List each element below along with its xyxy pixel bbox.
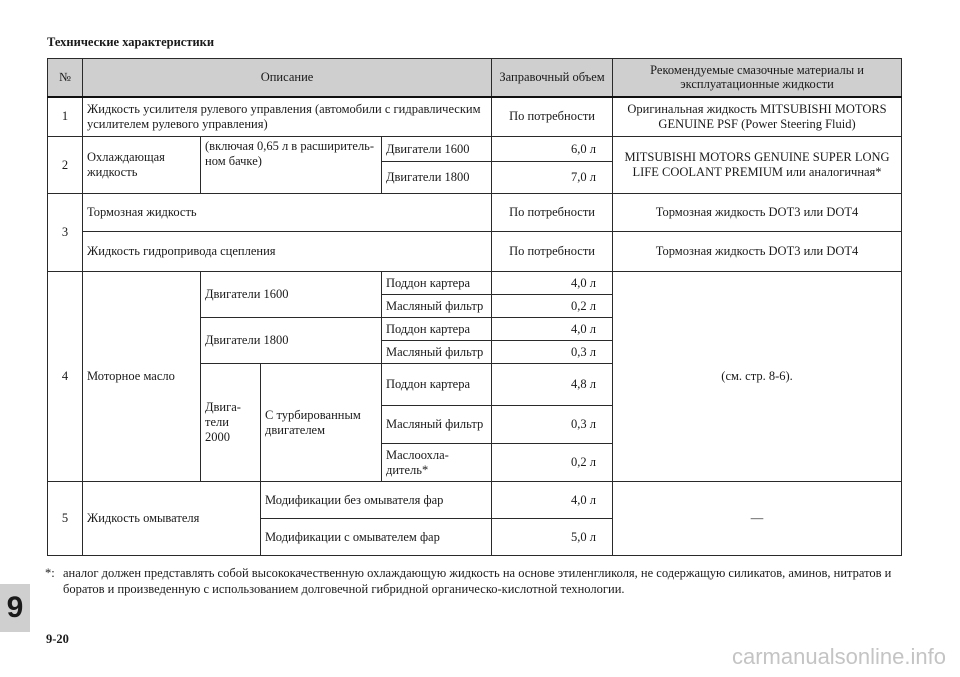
header-lubricants: Рекомендуемые смазочные материалы и эксплуатационные жидкости: [613, 59, 902, 97]
coolant-note: (включая 0,65 л в расширитель-ном бачке): [201, 137, 382, 194]
specifications-table: [47, 58, 902, 556]
row-lubricant: Тормозная жидкость DOT3 или DOT4: [613, 194, 902, 232]
row-description: Жидкость омывателя: [83, 482, 261, 556]
row-lubricant: MITSUBISHI MOTORS GENUINE SUPER LONG LIFE COOLANT PREMIUM или аналогичная*: [613, 137, 902, 194]
table-header-row: [48, 59, 902, 97]
capacity-value: 5,0 л: [492, 519, 613, 556]
footnote-mark: *:: [45, 566, 55, 580]
oil-component: Масляный фильтр: [382, 341, 492, 364]
row-number: 2: [48, 137, 83, 194]
table-row: [48, 137, 902, 162]
header-description: Описание: [83, 59, 492, 97]
capacity-value: 6,0 л: [492, 137, 613, 162]
row-number: 3: [48, 194, 83, 272]
row-lubricant: —: [613, 482, 902, 556]
row-description: Тормозная жидкость: [83, 194, 492, 232]
capacity-value: 0,2 л: [492, 444, 613, 482]
row-description: Охлаждающая жидкость: [83, 137, 201, 194]
capacity-value: 4,8 л: [492, 364, 613, 406]
capacity-value: 7,0 л: [492, 162, 613, 194]
table-row: [48, 194, 902, 232]
washer-modification: Модификации без омывателя фар: [261, 482, 492, 519]
row-description: Жидкость усилителя рулевого управления (автомобили с гидравлическим усилителем рулевого управления): [83, 97, 492, 137]
row-capacity: По потребности: [492, 97, 613, 137]
page-number: 9-20: [46, 632, 69, 646]
oil-component: Поддон картера: [382, 318, 492, 341]
table-row: [48, 232, 902, 272]
engine-label: Двигатели 1600: [382, 137, 492, 162]
footnote-text: аналог должен представлять собой высококачественную охлаждающую жидкость на основе этиленгликоля, не содержащую силикатов, аминов, нитратов и боратов и произведенную с использованием долговечной гибридной органическо-кислотной технологии.: [63, 566, 892, 597]
oil-component: Масляный фильтр: [382, 406, 492, 444]
oil-component: Поддон картера: [382, 364, 492, 406]
row-capacity: По потребности: [492, 194, 613, 232]
header-num: №: [48, 59, 83, 97]
engine-label: Двигатели 1800: [382, 162, 492, 194]
footnote: [45, 565, 905, 598]
engine-label: Двига-тели 2000: [201, 364, 261, 482]
chapter-tab: 9: [0, 584, 30, 632]
row-lubricant: Тормозная жидкость DOT3 или DOT4: [613, 232, 902, 272]
table-row: [48, 482, 902, 519]
row-number: 4: [48, 272, 83, 482]
row-capacity: По потребности: [492, 232, 613, 272]
table-row: [48, 97, 902, 137]
watermark: carmanualsonline.info: [731, 644, 946, 669]
capacity-value: 0,3 л: [492, 341, 613, 364]
row-number: 1: [48, 97, 83, 137]
capacity-value: 0,3 л: [492, 406, 613, 444]
oil-component: Маслоохла-дитель*: [382, 444, 492, 482]
row-description: Жидкость гидропривода сцепления: [83, 232, 492, 272]
washer-modification: Модификации с омывателем фар: [261, 519, 492, 556]
engine-label: Двигатели 1800: [201, 318, 382, 364]
capacity-value: 4,0 л: [492, 482, 613, 519]
table-row: [48, 272, 902, 295]
engine-label: Двигатели 1600: [201, 272, 382, 318]
header-capacity: Заправочный объем: [492, 59, 613, 97]
row-lubricant: (см. стр. 8-6).: [613, 272, 902, 482]
row-number: 5: [48, 482, 83, 556]
row-lubricant: Оригинальная жидкость MITSUBISHI MOTORS GENUINE PSF (Power Steering Fluid): [613, 97, 902, 137]
row-description: Моторное масло: [83, 272, 201, 482]
capacity-value: 0,2 л: [492, 295, 613, 318]
oil-component: Масляный фильтр: [382, 295, 492, 318]
turbo-engine-label: С турбированным двигателем: [261, 364, 382, 482]
capacity-value: 4,0 л: [492, 318, 613, 341]
oil-component: Поддон картера: [382, 272, 492, 295]
section-title: Технические характеристики: [47, 35, 215, 49]
capacity-value: 4,0 л: [492, 272, 613, 295]
